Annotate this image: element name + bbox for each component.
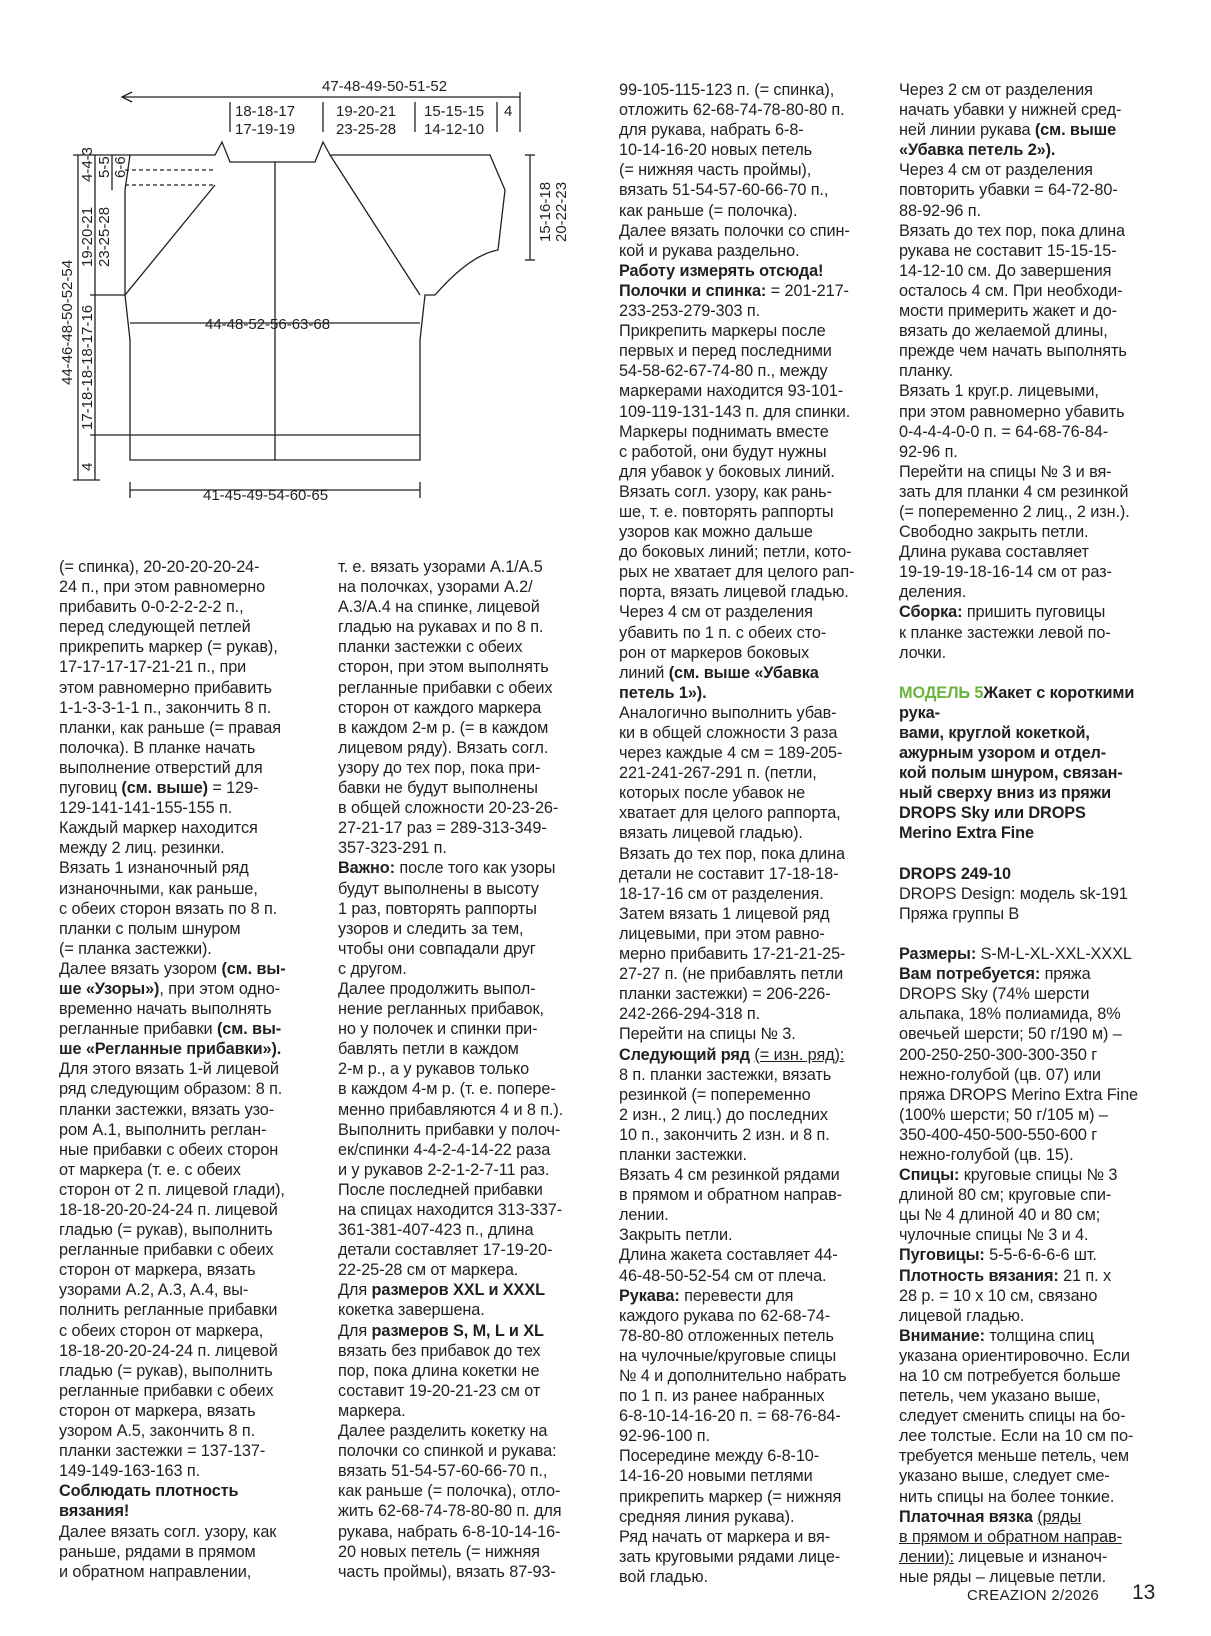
label-sleeve-top: 15-15-15 (424, 103, 485, 120)
text-run: после того как узоры будут выполнены в высоту 1 раз, повторять раппорты узоров и следить за тем, чтобы они совпадали друг с другом. Далее продолжить выпол- нение регланных прибавок, но у полочек и спинки при- бавлять петли в каждом 2-м р., а у рукавов только в каждом 4-м р. (т. е. попере- менно прибавляются 4 и 8 п.). Выполнить прибавки у полоч- ек/спинки 4-4-2-4-14-22 раза и у рукавов 2-2-1-2-7-11 раз. После последней прибавки на спицах находится 313-337- 361-381-407-423 п., длина детали составляет 17-19-20- 22-25-28 см от маркера. Для (338, 859, 564, 1300)
text-run: 8 п. планки застежки, вязать резинкой (= попеременно 2 изн., 2 лиц.) до последних 10 п., закончить 2 изн. и 8 п. планки застежки. Вязать 4 см резинкой рядами в прямом и обратном направ- лении. Закрыть петли. Длина жакета составляет 44- 46-48-50-52-54 см от плеча. (619, 1065, 842, 1285)
text-run: (= изн. ряд): (754, 1045, 845, 1064)
text-run: Важно: (338, 859, 395, 878)
text-run: (= спинка), 20-20-20-20-24- 24 п., при этом равномерно прибавить 0-0-2-2-2-2 п., перед следующей петлей прикрепить маркер (= рукав), 17-17-17-17-21-21 п., при этом равномерно прибавить 1-1-3-3-1-1 п., закончить 8 п. планки, как раньше (= правая полочка). В планке начать выполнение отверстий для пуговиц (59, 558, 281, 798)
label-chest: 44-48-52-56-63-68 (205, 316, 331, 333)
text-run: S-M-L-XL-XXL-XXXL (980, 945, 1132, 964)
label-sleeve-len-2: 20-22-23 (553, 181, 570, 242)
text-run: Спицы: (899, 1166, 960, 1185)
label-left-a: 4-4-3 (79, 146, 96, 182)
text-run: Внимание: (899, 1326, 985, 1345)
label-left-yoke-2: 23-25-28 (96, 206, 113, 267)
text-run: кокетка завершена. Для (338, 1301, 485, 1340)
text-run: размеров S, M, L и XL (371, 1321, 544, 1340)
text-run: (см. выше) (121, 779, 208, 798)
label-edge: 4 (504, 103, 513, 120)
text-run: Для этого вязать 1-й лицевой ряд следующим образом: 8 п. планки застежки, вязать узо- ром A.1, выполнить реглан- ные прибавки с обеих сторон от маркера (т. е. с обеих сторон от 2 п. лицевой глади), 18-18-20-20-24-24 п. лицевой гладью (= рукав), выполнить регланные прибавки с обеих сторон от маркера, вязать узорами A.2, A.3, A.4, вы- полнить регланные прибавки с обеих сторон от маркера, 18-18-20-20-24-24 п. лицевой гладью (= рукав), выполнить регланные прибавки с обеих сторон от маркера, вязать узором A.5, закончить 8 п. планки застежки = 137-137- 149-149-163-163 п. (59, 1060, 285, 1481)
text-run: Через 4 см от разделения повторить убавки = 64-72-80- 88-92-96 п. Вязать до тех пор, пока длина рукава не составит 15-15-15- 14-12-10 см. До завершения осталось 4 см. При необходи- мости примерить жакет и до- вязать до желаемой длины, прежде чем начать выполнять планку. Вязать 1 круг.р. лицевыми, при этом равномерно убавить 0-4-4-4-0-0 п. = 64-68-76-84- 92-96 п. Перейти на спицы № 3 и вя- зать для планки 4 см резинкой (= попеременно 2 лиц., 2 изн.). Свободно закрыть петли. Длина рукава составляет 19-19-19-18-16-14 см от раз- деления. (899, 161, 1130, 602)
label-left-body: 17-18-18-18-17-16 (79, 304, 96, 430)
text-run: 21 п. х 28 р. = 10 х 10 см, связано лицевой гладью. (899, 1266, 1112, 1325)
text-run: (см. вы- ше «Узоры») (59, 959, 286, 998)
text-run: 99-105-115-123 п. (= спинка), отложить 62-68-74-78-80-80 п. для рукава, набрать 6-8- 10-14-16-20 новых петель (= нижняя часть проймы), вязать 51-54-57-60-66-70 п., как раньше (= полочка). Далее вязать полочки со спин- кой и рукава раздельно. (619, 81, 850, 260)
text-run: Плотность вязания: (899, 1266, 1059, 1285)
text-column-1 (59, 557, 321, 1582)
text-run: вязать без прибавок до тех пор, пока длина кокетки не составит 19-20-21-23 см от маркера. Далее разделить кокетку на полочки со спинкой и рукава: вязать 51-54-57-60-66-70 п., как раньше (= полочка), отло- жить 62-68-74-78-80-80 п. для рукава, набрать 6-8-10-14-16- 20 новых петель (= нижняя часть проймы), вязать 87-93- (338, 1341, 562, 1581)
text-run: Жакет с короткими рука- вами, круглой кокеткой, ажурным узором и отдел- кой полым шнуром, связан- ный сверху вниз из пряжи DROPS Sky или DROPS Merino Extra Fine (899, 683, 1135, 843)
page-number: 13 (1132, 1581, 1156, 1604)
text-run: (см. выше «Убавка петель 1»). (619, 663, 819, 702)
text-run: Следующий ряд (619, 1045, 750, 1064)
text-run: размеров XXL и XXXL (371, 1281, 545, 1300)
garment-outline (125, 142, 505, 460)
text-run: (см. вы- ше «Регланные прибавки»). (59, 1020, 282, 1059)
text-run: (см. выше «Убавка петель 2»). (899, 121, 1117, 160)
raglan-left (125, 185, 215, 295)
text-run: пришить пуговицы к планке застежки левой по- лочки. (899, 603, 1111, 662)
text-run: (ряды в прямом и обратном направ- лении): (899, 1507, 1122, 1566)
label-sleeve-top-2: 14-12-10 (424, 121, 485, 138)
text-run: 5-5-6-6-6-6 шт. (989, 1246, 1097, 1265)
text-run: Аналогично выполнить убав- ки в общей сложности 3 раза через каждые 4 см = 189-205- 221-241-267-291 п. (петли, которых после убавок не хватает для целого раппорта, вязать лицевой гладью). Вязать до тех пор, пока длина детали не составит 17-18-18- 18-17-16 см от разделения. Затем вязать 1 лицевой ряд лицевыми, при этом равно- мерно прибавить 17-21-21-25- 27-27 п. (не прибавлять петли планки застежки) = 206-226- 242-266-294-318 п. Перейти на спицы № 3. (619, 703, 846, 1044)
text-run: т. е. вязать узорами A.1/A.5 на полочках, узорами A.2/ A.3/A.4 на спинке, лицевой гладью на рукавах и по 8 п. планки застежки с обеих сторон, при этом выполнять регланные прибавки с обеих сторон от каждого маркера в каждом 2-м р. (= в каждом лицевом ряду). Вязать согл. узору до тех пор, пока при- бавки не будут выполнены в общей сложности 20-23-26- 27-21-17 раз = 289-313-349- 357-323-291 п. (338, 558, 559, 858)
text-column-2 (338, 557, 598, 1582)
text-run: DROPS Design: модель sk-191 Пряжа группы B (899, 884, 1128, 923)
label-left-rib: 4 (79, 462, 96, 471)
label-yoke-mid-2: 23-25-28 (336, 121, 397, 138)
text-run: DROPS 249-10 (899, 864, 1011, 883)
label-left-c: 6-6 (112, 156, 129, 178)
label-left-yoke: 19-20-21 (79, 206, 96, 267)
label-neck-half-2: 17-19-19 (235, 121, 296, 138)
text-run: перевести для каждого рукава по 62-68-74- 78-80-80 отложенных петель на чулочные/круговые спицы № 4 и дополнительно набрать по 1 п. из ранее набранных 6-8-10-14-16-20 п. = 68-76-84- 92-96-100 п. Посередине между 6-8-10- 14-16-20 новыми петлями прикрепить маркер (= нижняя средняя линия рукава). Ряд начать от маркера и вя- зать круговыми рядами лице- вой гладью. (619, 1286, 847, 1586)
text-run: Рукава: (619, 1286, 680, 1305)
text-run: Размеры: (899, 945, 977, 964)
raglan-right (330, 155, 420, 295)
text-run: Вам потребуется: (899, 965, 1041, 984)
text-run: = 129- 129-141-141-155-155 п. Каждый маркер находится между 2 лиц. резинки. Вязать 1 изнаночный ряд изнаночными, как раньше, с обеих сторон вязать по 8 п. планки с полым шнуром (= планка застежки). Далее вязать узором (59, 779, 278, 978)
text-run: Пуговицы: (899, 1246, 985, 1265)
text-run: лицевые и изнаноч- ные ряды – лицевые петли. (899, 1547, 1108, 1586)
text-column-3 (619, 80, 882, 1587)
text-run: Работу измерять отсюда! Полочки и спинка: (619, 261, 824, 300)
text-run: Далее вязать согл. узору, как раньше, рядами в прямом и обратном направлении, (59, 1522, 277, 1581)
magazine-brand: CREAZION 2/2026 (967, 1587, 1100, 1604)
text-run: Сборка: (899, 603, 963, 622)
label-sleeve-len: 15-16-18 (537, 181, 554, 242)
text-run: круговые спицы № 3 длиной 80 см; круговые спи- цы № 4 длиной 40 и 80 см; чулочные спицы № 3 и 4. (899, 1166, 1118, 1245)
text-run: МОДЕЛЬ 5 (899, 683, 984, 702)
text-run: пряжа DROPS Sky (74% шерсти альпака, 18% полиамида, 8% овечьей шерсти; 50 г/190 м) – 200-250-250-300-300-350 г нежно-голубой (цв. 07) или пряжа DROPS Merino Extra Fine (100% шерсти; 50 г/105 м) – 350-400-450-500-550-600 г нежно-голубой (цв. 15). (899, 965, 1138, 1164)
label-neck-half: 18-18-17 (235, 103, 296, 120)
text-run: = 201-217- 233-253-279-303 п. Прикрепить маркеры после первых и перед последними 54-58-62-67-74-80 п., между маркерами находится 93-101- 109-119-131-143 п. для спинки. Маркеры поднимать вместе с работой, они будут нужны для убавок у боковых линий. Вязать согл. узору, как рань- ше, т. е. повторять раппорты узоров как можно дальше до боковых линий; петли, кото- рых не хватает для целого рап- порта, вязать лицевой гладью. Через 4 см от разделения убавить по 1 п. с обеих сто- рон от маркеров боковых линий (619, 281, 855, 682)
label-left-b: 5-5 (96, 156, 113, 178)
text-run: Платочная вязка (899, 1507, 1033, 1526)
text-run: , при этом одно- временно начать выполнять регланные прибавки (59, 979, 280, 1039)
label-top-total: 47-48-49-50-51-52 (322, 78, 448, 95)
label-bottom: 41-45-49-54-60-65 (203, 487, 329, 504)
text-column-4 (899, 80, 1161, 1587)
text-run: Через 2 см от разделения начать убавки у нижней сред- ней линии рукава (899, 81, 1122, 140)
label-yoke-mid: 19-20-21 (336, 103, 397, 120)
garment-schematic (50, 70, 610, 520)
text-run: Соблюдать плотность вязания! (59, 1482, 239, 1521)
text-run: толщина спиц указана ориентировочно. Если на 10 см потребуется больше петель, чем указано выше, следует сменить спицы на бо- лее толстые. Если на 10 см по- требуется меньше петель, чем указано выше, следует сме- нить спицы на более тонкие. (899, 1326, 1134, 1506)
label-left-total: 44-46-48-50-52-54 (59, 259, 76, 385)
